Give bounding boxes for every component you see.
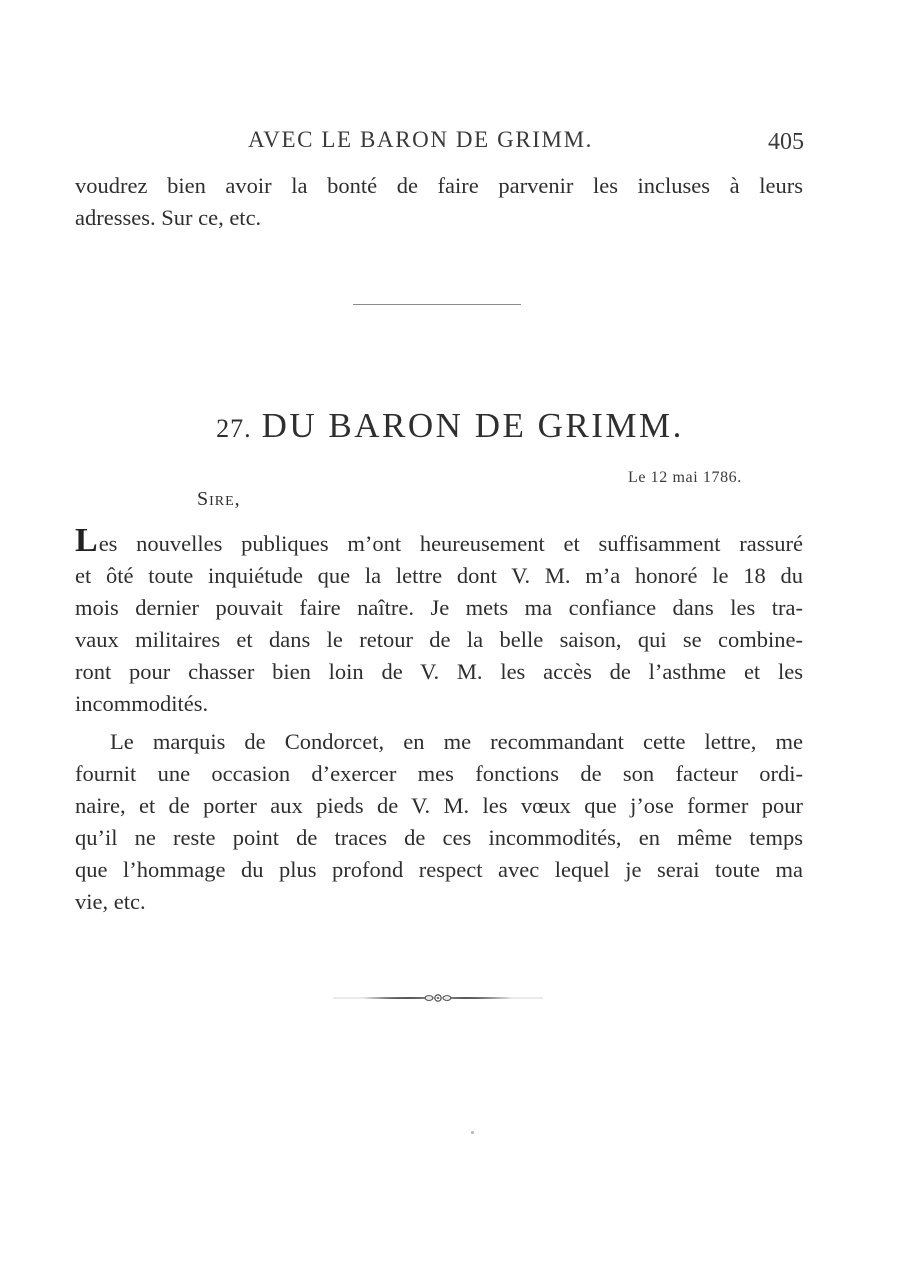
text-line: vaux militaires et dans le retour de la belle saison, qui se combine- bbox=[75, 627, 803, 652]
paragraph-1 bbox=[75, 522, 803, 720]
text-line: que l’hommage du plus profond respect avec lequel je serai toute ma bbox=[75, 857, 803, 882]
page-number: 405 bbox=[768, 129, 804, 155]
paragraph-2 bbox=[75, 726, 803, 918]
text-line: naire, et de porter aux pieds de V. M. les vœux que j’ose former pour bbox=[75, 793, 803, 818]
letter-heading bbox=[0, 406, 900, 446]
text-line: mois dernier pouvait faire naître. Je mets ma confiance dans les tra- bbox=[75, 595, 803, 620]
letter-title: DU BARON DE GRIMM. bbox=[261, 406, 684, 445]
text-line: qu’il ne reste point de traces de ces incommodités, en même temps bbox=[75, 825, 803, 850]
letter-number: 27. bbox=[216, 414, 252, 443]
drop-cap: L bbox=[75, 522, 98, 559]
letter-date: Le 12 mai 1786. bbox=[628, 469, 742, 486]
running-head bbox=[0, 127, 900, 157]
text-line: fournit une occasion d’exercer mes fonctions de son facteur ordi- bbox=[75, 761, 803, 786]
text-line: Le marquis de Condorcet, en me recommandant cette lettre, me bbox=[110, 729, 803, 754]
paper-speck bbox=[471, 1131, 474, 1134]
text-line: voudrez bien avoir la bonté de faire parvenir les incluses à leurs bbox=[75, 173, 803, 198]
section-divider-rule bbox=[353, 304, 521, 305]
text-line bbox=[75, 522, 803, 560]
text-line: incommodités. bbox=[75, 691, 209, 716]
running-title: AVEC LE BARON DE GRIMM. bbox=[248, 127, 593, 152]
text-line: ront pour chasser bien loin de V. M. les accès de l’asthme et les bbox=[75, 659, 803, 684]
text-line-rest: es nouvelles publiques m’ont heureusement et suffisamment rassuré bbox=[98, 531, 803, 556]
text-line: adresses. Sur ce, etc. bbox=[75, 205, 262, 230]
text-line: et ôté toute inquiétude que la lettre dont V. M. m’a honoré le 18 du bbox=[75, 563, 803, 588]
ornamental-rule-icon bbox=[333, 990, 543, 1006]
salutation: Sire, bbox=[197, 488, 241, 510]
text-line: vie, etc. bbox=[75, 889, 146, 914]
previous-letter-continuation bbox=[75, 170, 803, 234]
